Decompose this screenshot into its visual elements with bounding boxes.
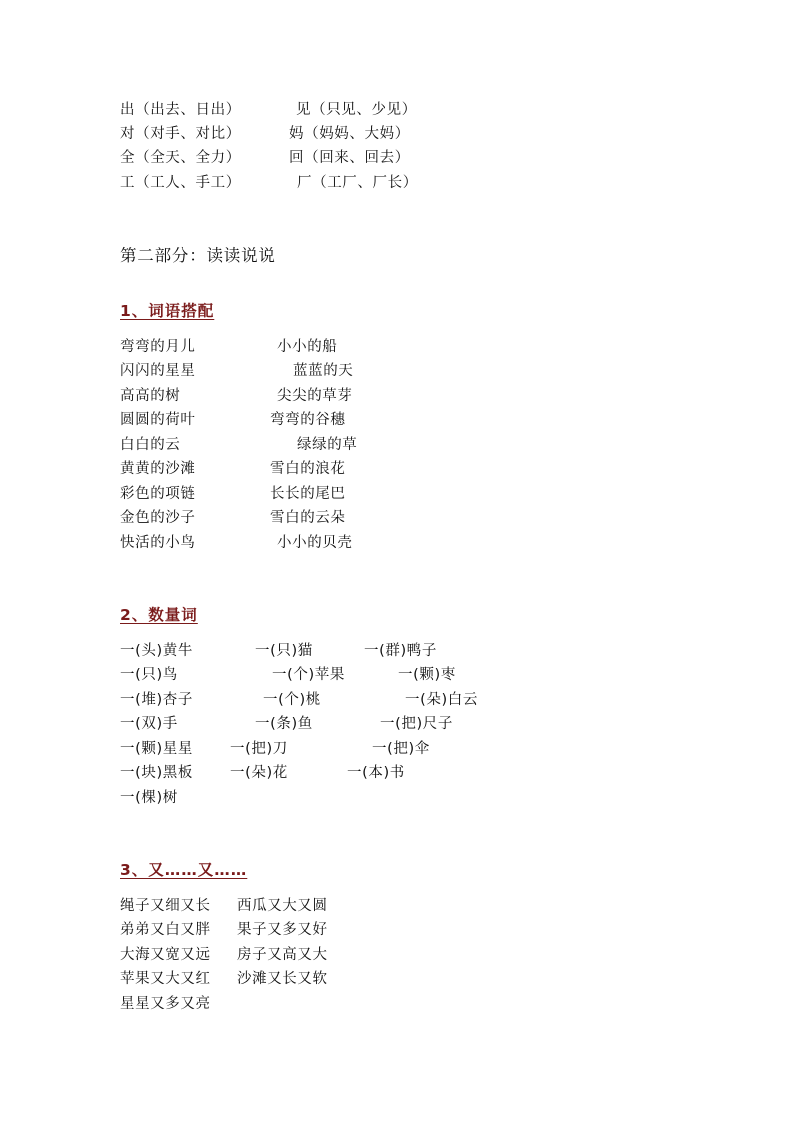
measure-word: 一(把)刀	[230, 741, 288, 757]
pair-right: 小小的贝壳	[277, 535, 353, 551]
pair-right: 小小的船	[277, 339, 338, 355]
pair-right: 长长的尾巴	[270, 486, 346, 502]
measure-word: 一(颗)星星	[120, 741, 193, 757]
measure-word: 一(棵)树	[120, 790, 178, 806]
pair-left: 金色的沙子	[120, 510, 196, 526]
you-you-phrase: 星星又多又亮	[120, 996, 211, 1012]
measure-word: 一(头)黄牛	[120, 643, 193, 659]
char-right: 妈（妈妈、大妈）	[289, 126, 410, 142]
pair-right: 弯弯的谷穗	[270, 412, 346, 428]
measure-word: 一(颗)枣	[398, 667, 456, 683]
measure-word: 一(只)猫	[255, 643, 313, 659]
measure-word: 一(双)手	[120, 716, 178, 732]
pair-left: 快活的小鸟	[120, 535, 196, 551]
pair-left: 圆圆的荷叶	[120, 412, 196, 428]
pair-right: 绿绿的草	[297, 437, 358, 453]
you-you-phrase: 大海又宽又远	[120, 947, 211, 963]
measure-word: 一(个)苹果	[272, 667, 345, 683]
pair-left: 弯弯的月儿	[120, 339, 196, 355]
measure-word: 一(朵)花	[230, 765, 288, 781]
pair-left: 闪闪的星星	[120, 363, 196, 379]
part-two-title: 第二部分：读读说说	[120, 246, 276, 265]
pair-left: 高高的树	[120, 388, 181, 404]
measure-word: 一(朵)白云	[405, 692, 478, 708]
you-you-phrase: 果子又多又好	[237, 922, 328, 938]
section-title-measure-words: 2、数量词	[120, 606, 198, 624]
measure-word: 一(个)桃	[263, 692, 321, 708]
section-title-word-pairing: 1、词语搭配	[120, 302, 215, 320]
measure-word: 一(块)黑板	[120, 765, 193, 781]
char-left: 全（全天、全力）	[120, 150, 241, 166]
char-right: 厂（工厂、厂长）	[297, 175, 418, 191]
measure-word: 一(把)尺子	[380, 716, 453, 732]
pair-left: 彩色的项链	[120, 486, 196, 502]
you-you-phrase: 沙滩又长又软	[237, 971, 328, 987]
pair-right: 雪白的云朵	[270, 510, 346, 526]
measure-word: 一(条)鱼	[255, 716, 313, 732]
pair-left: 黄黄的沙滩	[120, 461, 196, 477]
pair-right: 雪白的浪花	[270, 461, 346, 477]
you-you-phrase: 苹果又大又红	[120, 971, 211, 987]
char-right: 见（只见、少见）	[296, 102, 417, 118]
you-you-phrase: 弟弟又白又胖	[120, 922, 211, 938]
measure-word: 一(只)鸟	[120, 667, 178, 683]
pair-right: 尖尖的草芽	[277, 388, 353, 404]
measure-word: 一(堆)杏子	[120, 692, 193, 708]
pair-left: 白白的云	[120, 437, 181, 453]
you-you-phrase: 房子又高又大	[237, 947, 328, 963]
pair-right: 蓝蓝的天	[293, 363, 354, 379]
measure-word: 一(把)伞	[372, 741, 430, 757]
measure-word: 一(群)鸭子	[364, 643, 437, 659]
char-left: 出（出去、日出）	[120, 102, 241, 118]
measure-word: 一(本)书	[347, 765, 405, 781]
char-right: 回（回来、回去）	[289, 150, 410, 166]
char-left: 对（对手、对比）	[120, 126, 241, 142]
char-left: 工（工人、手工）	[120, 175, 241, 191]
section-title-you-you: 3、又……又……	[120, 861, 248, 879]
you-you-phrase: 绳子又细又长	[120, 898, 211, 914]
you-you-phrase: 西瓜又大又圆	[237, 898, 328, 914]
